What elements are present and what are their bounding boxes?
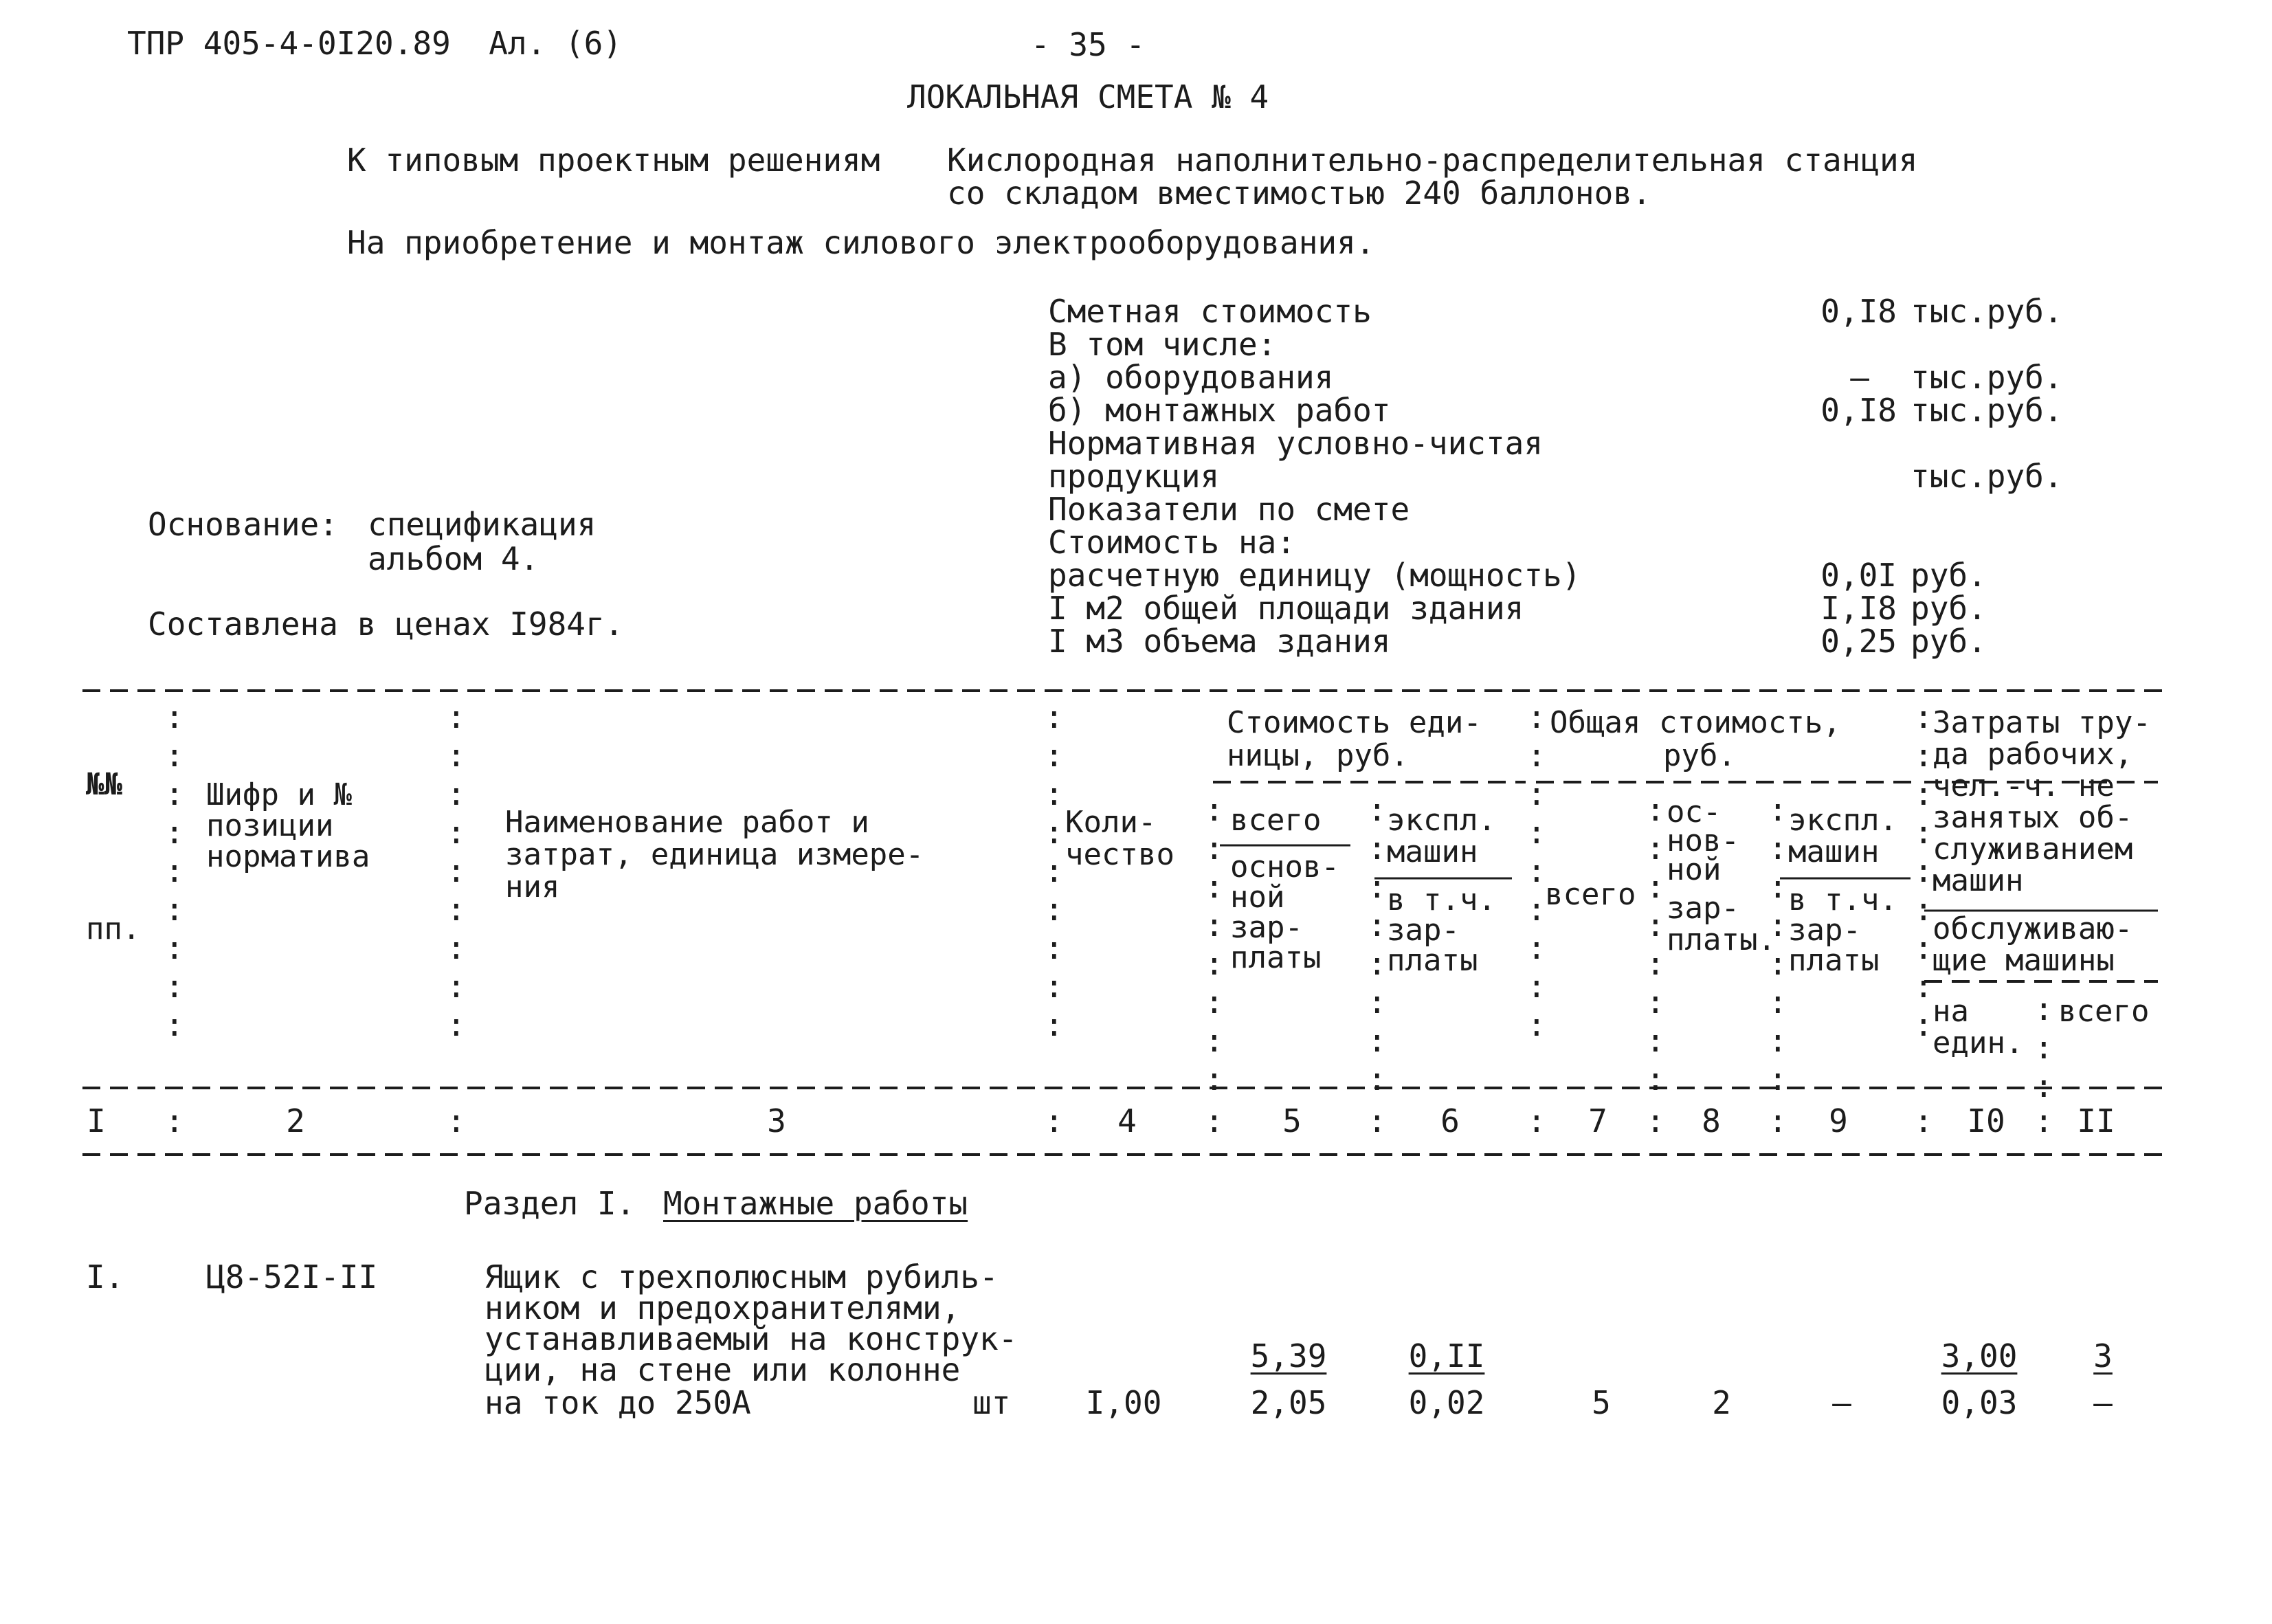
divider: :	[1914, 1102, 1933, 1139]
summary-label: I м3 объема здания	[1048, 623, 1391, 660]
row-name-line: ции, на стене или колонне	[485, 1351, 961, 1388]
summary-unit: руб.	[1911, 557, 1987, 594]
row-labor-unit: 3,00	[1941, 1337, 2018, 1375]
intro-subject-line-1: Кислородная наполнительно-распределительная станция	[947, 142, 1918, 179]
divider: :	[1205, 1102, 1224, 1139]
row-name-line: устанавливаемый на конструк-	[485, 1320, 1018, 1357]
header-col6-bottom: в т.ч.	[1387, 882, 1496, 917]
header-labor-group: Затраты тру-	[1933, 705, 2151, 740]
row-unit: шт	[972, 1384, 1011, 1421]
header-col9-top: машин	[1788, 834, 1880, 869]
divider: :	[1646, 1102, 1665, 1139]
header-total-cost-group: руб.	[1663, 738, 1736, 773]
row-labor-machine-total: –	[2093, 1384, 2113, 1421]
divider: : : : : : : : : :	[447, 698, 466, 1043]
summary-value: –	[1850, 359, 1869, 396]
column-number: 9	[1829, 1102, 1848, 1139]
header-col5-bottom: платы	[1230, 940, 1322, 975]
intro-lead: К типовым проектным решениям	[347, 142, 880, 179]
page-number: - 35 -	[1031, 26, 1146, 63]
column-number: 7	[1588, 1102, 1607, 1139]
summary-unit: тыс.руб.	[1911, 392, 2063, 429]
divider: : : : : : : : : :	[1045, 698, 1064, 1043]
document-title: ЛОКАЛЬНАЯ СМЕТА № 4	[907, 78, 1269, 115]
summary-value: 0,25	[1820, 623, 1897, 660]
header-col9-bottom: платы	[1788, 943, 1880, 978]
column-number: 3	[767, 1102, 786, 1139]
header-col11: всего	[2058, 994, 2150, 1029]
summary-unit: руб.	[1911, 623, 1987, 660]
header-col9-bottom: в т.ч.	[1788, 882, 1897, 917]
header-col5-top: всего	[1230, 803, 1322, 838]
header-col6-top: экспл.	[1387, 803, 1496, 838]
header-col2-line: норматива	[206, 839, 370, 874]
intro-purpose: На приобретение и монтаж силового электрооборудования.	[347, 224, 1375, 261]
header-labor-group: машин	[1933, 863, 2024, 898]
column-number: 5	[1282, 1102, 1302, 1139]
summary-unit: руб.	[1911, 590, 1987, 627]
column-number: 8	[1702, 1102, 1721, 1139]
section-prefix: Раздел I.	[464, 1185, 636, 1222]
basis-line-1: спецификация	[368, 506, 597, 543]
row-unit-machine-wage: 0,02	[1408, 1384, 1485, 1421]
header-col2-line: Шифр и №	[206, 777, 352, 812]
summary-unit: тыс.руб.	[1911, 293, 2063, 330]
header-col3-line: ния	[505, 869, 560, 904]
header-col9-top: экспл.	[1788, 803, 1897, 838]
header-col1-bottom: пп.	[86, 911, 141, 946]
divider: :	[1527, 1102, 1546, 1139]
header-labor-group: да рабочих,	[1933, 737, 2133, 772]
header-col4-line: чество	[1065, 837, 1174, 872]
divider: : : : : : : : : :	[1914, 698, 1933, 1043]
header-labor-group: занятых об-	[1933, 800, 2133, 835]
row-name-line: на ток до 250А	[485, 1384, 751, 1421]
header-unit-cost-group: Стоимость еди-	[1227, 705, 1482, 740]
header-labor-sub: щие машины	[1933, 943, 2115, 978]
divider: : : :	[2034, 990, 2053, 1104]
summary-label: В том числе:	[1048, 326, 1277, 363]
header-col8-line: зар-	[1667, 891, 1739, 926]
divider: :	[2034, 1102, 2053, 1139]
header-col10: на	[1933, 994, 1969, 1029]
section-title: Монтажные работы	[663, 1185, 968, 1222]
divider: :	[447, 1102, 466, 1139]
summary-label: I м2 общей площади здания	[1048, 590, 1524, 627]
column-number: 6	[1440, 1102, 1460, 1139]
summary-value: 0,I8	[1820, 293, 1897, 330]
summary-label: б) монтажных работ	[1048, 392, 1391, 429]
header-col8-line: ос-	[1667, 794, 1722, 830]
divider: :	[1768, 1102, 1787, 1139]
divider: : : : : : : : :	[1205, 791, 1224, 1098]
row-unit-cost-wage: 2,05	[1250, 1384, 1327, 1421]
header-unit-cost-group: ницы, руб.	[1227, 738, 1409, 773]
divider: :	[165, 1102, 184, 1139]
header-col5-bottom: зар-	[1230, 910, 1303, 945]
row-name-line: Ящик с трехполюсным рубиль-	[485, 1258, 999, 1295]
summary-label: расчетную единицу (мощность)	[1048, 557, 1581, 594]
header-labor-group: служиванием	[1933, 832, 2133, 867]
basis-prices: Составлена в ценах I984г.	[148, 605, 624, 643]
divider: : : : : : : : : :	[165, 698, 184, 1043]
divider: : : : : : : : :	[1368, 791, 1387, 1098]
summary-value: 0,I8	[1820, 392, 1897, 429]
summary-label: Стоимость на:	[1048, 524, 1296, 561]
header-col7: всего	[1545, 877, 1636, 912]
summary-value: I,I8	[1820, 590, 1897, 627]
header-total-cost-group: Общая стоимость,	[1550, 705, 1841, 740]
column-number: 2	[286, 1102, 305, 1139]
column-number: I0	[1967, 1102, 2005, 1139]
header-col2-line: позиции	[206, 808, 334, 843]
row-quantity: I,00	[1085, 1384, 1162, 1421]
row-number: I.	[86, 1258, 124, 1295]
row-name-line: ником и предохранителями,	[485, 1289, 961, 1326]
intro-subject-line-2: со складом вместимостью 240 баллонов.	[947, 175, 1651, 212]
row-code: Ц8-52I-II	[206, 1258, 378, 1295]
row-labor-total: 3	[2093, 1337, 2113, 1375]
summary-label: Сметная стоимость	[1048, 293, 1372, 330]
divider: : : : : : : : :	[1646, 791, 1665, 1098]
header-col8-line: платы.	[1667, 922, 1776, 957]
header-col8-line: нов-	[1667, 823, 1739, 858]
header-col6-bottom: платы	[1387, 943, 1478, 978]
header-col8-line: ной	[1667, 852, 1722, 887]
row-unit-cost-total: 5,39	[1250, 1337, 1327, 1375]
header-col3-line: затрат, единица измере-	[505, 837, 924, 872]
row-labor-machine-unit: 0,03	[1941, 1384, 2018, 1421]
header-col10: един.	[1933, 1025, 2024, 1060]
header-col4-line: Коли-	[1065, 805, 1157, 840]
document-code: ТПР 405-4-0I20.89 Ал. (6)	[127, 25, 623, 62]
row-total-wage: 2	[1712, 1384, 1731, 1421]
column-number: I	[87, 1102, 106, 1139]
summary-label: Показатели по смете	[1048, 491, 1410, 528]
divider: :	[1368, 1102, 1387, 1139]
divider: : : : : : : : : :	[1527, 698, 1546, 1043]
header-col6-bottom: зар-	[1387, 913, 1460, 948]
divider: :	[1045, 1102, 1064, 1139]
column-number: II	[2077, 1102, 2115, 1139]
basis-line-2: альбом 4.	[368, 540, 539, 577]
header-col3-line: Наименование работ и	[505, 805, 869, 840]
header-labor-group: чел.-ч. не	[1933, 768, 2115, 803]
summary-unit: тыс.руб.	[1911, 359, 2063, 396]
basis-label: Основание:	[148, 506, 338, 543]
header-col5-bottom: ной	[1230, 880, 1285, 915]
row-total-machine: –	[1832, 1384, 1851, 1421]
row-unit-machine-cost: 0,II	[1408, 1337, 1485, 1375]
header-col9-bottom: зар-	[1788, 913, 1861, 948]
header-col6-top: машин	[1387, 834, 1478, 869]
summary-label: продукция	[1048, 458, 1220, 495]
summary-unit: тыс.руб.	[1911, 458, 2063, 495]
header-col5-bottom: основ-	[1230, 849, 1339, 885]
column-number: 4	[1117, 1102, 1137, 1139]
header-labor-sub: обслуживаю-	[1933, 911, 2133, 946]
summary-label: Нормативная условно-чистая	[1048, 425, 1544, 462]
summary-label: а) оборудования	[1048, 359, 1334, 396]
summary-value: 0,0I	[1820, 557, 1897, 594]
divider: : : : : : : : :	[1768, 791, 1787, 1098]
header-col1-top: №№	[86, 767, 122, 802]
row-total-cost: 5	[1592, 1384, 1611, 1421]
